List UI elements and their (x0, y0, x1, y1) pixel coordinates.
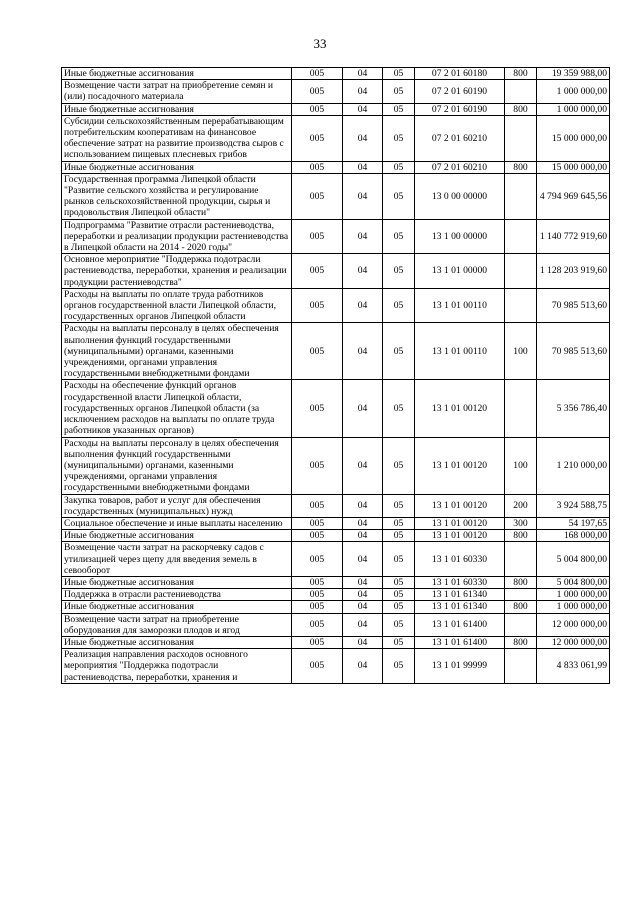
cell-pr: 05 (383, 530, 415, 542)
cell-csr: 13 1 01 60330 (415, 576, 505, 588)
cell-name: Расходы на выплаты по оплате труда работников органов государственной власти Липецкой области, государственных органов Липецкой области (62, 288, 292, 323)
cell-name: Возмещение части затрат на приобретение оборудования для заморозки плодов и ягод (62, 613, 292, 636)
cell-kvsr: 005 (292, 437, 343, 494)
cell-rz: 04 (343, 589, 383, 601)
cell-name: Иные бюджетные ассигнования (62, 636, 292, 648)
cell-rz: 04 (343, 380, 383, 437)
table-row (62, 589, 610, 601)
cell-sum: 1 000 000,00 (537, 589, 610, 601)
cell-rz: 04 (343, 80, 383, 103)
cell-kvsr: 005 (292, 115, 343, 161)
table-row (62, 542, 610, 577)
cell-pr: 05 (383, 115, 415, 161)
cell-sum: 70 985 513,60 (537, 323, 610, 380)
cell-rz: 04 (343, 576, 383, 588)
cell-rz: 04 (343, 437, 383, 494)
table-row (62, 288, 610, 323)
cell-rz: 04 (343, 173, 383, 219)
table-row (62, 636, 610, 648)
cell-kvsr: 005 (292, 613, 343, 636)
table-row (62, 80, 610, 103)
cell-pr: 05 (383, 601, 415, 613)
cell-csr: 07 2 01 60180 (415, 68, 505, 80)
cell-kvsr: 005 (292, 589, 343, 601)
cell-sum: 4 833 061,99 (537, 649, 610, 684)
cell-kvsr: 005 (292, 517, 343, 529)
cell-sum: 70 985 513,60 (537, 288, 610, 323)
cell-sum: 3 924 588,75 (537, 494, 610, 517)
cell-kvsr: 005 (292, 80, 343, 103)
cell-name: Иные бюджетные ассигнования (62, 576, 292, 588)
table-row (62, 530, 610, 542)
cell-name: Государственная программа Липецкой области "Развитие сельского хозяйства и регулирование рынков сельскохозяйственной продукции, сырья и продовольствия Липецкой области" (62, 173, 292, 219)
cell-rz: 04 (343, 494, 383, 517)
cell-sum: 1 000 000,00 (537, 80, 610, 103)
cell-pr: 05 (383, 380, 415, 437)
cell-name: Социальное обеспечение и иные выплаты населению (62, 517, 292, 529)
cell-rz: 04 (343, 601, 383, 613)
cell-vr: 800 (505, 576, 537, 588)
cell-pr: 05 (383, 80, 415, 103)
cell-vr: 200 (505, 494, 537, 517)
cell-pr: 05 (383, 576, 415, 588)
cell-name: Основное мероприятие "Поддержка подотрасли растениеводства, переработки, хранения и реализации продукции растениеводства" (62, 254, 292, 289)
cell-rz: 04 (343, 636, 383, 648)
cell-pr: 05 (383, 323, 415, 380)
cell-kvsr: 005 (292, 636, 343, 648)
cell-vr: 100 (505, 323, 537, 380)
cell-pr: 05 (383, 613, 415, 636)
cell-pr: 05 (383, 219, 415, 254)
cell-kvsr: 005 (292, 173, 343, 219)
cell-name: Расходы на обеспечение функций органов государственной власти Липецкой области, государственных органов Липецкой области (за исключением расходов на выплаты по оплате труда работников указанных органов) (62, 380, 292, 437)
cell-name: Иные бюджетные ассигнования (62, 68, 292, 80)
cell-rz: 04 (343, 517, 383, 529)
table-row (62, 115, 610, 161)
budget-table (61, 67, 610, 684)
cell-name: Субсидии сельскохозяйственным перерабатывающим потребительским кооперативам на финансовое обеспечение затрат на развитие производства сыров с использованием пищевых плесневых грибов (62, 115, 292, 161)
cell-sum: 19 359 988,00 (537, 68, 610, 80)
table-row (62, 437, 610, 494)
cell-pr: 05 (383, 288, 415, 323)
cell-kvsr: 005 (292, 161, 343, 173)
cell-csr: 13 1 01 61400 (415, 636, 505, 648)
cell-name: Возмещение части затрат на приобретение семян и (или) посадочного материала (62, 80, 292, 103)
cell-sum: 15 000 000,00 (537, 115, 610, 161)
cell-csr: 13 1 01 00110 (415, 323, 505, 380)
cell-vr: 800 (505, 103, 537, 115)
cell-kvsr: 005 (292, 649, 343, 684)
table-row (62, 517, 610, 529)
table-row (62, 161, 610, 173)
table-row (62, 68, 610, 80)
cell-vr (505, 80, 537, 103)
cell-kvsr: 005 (292, 530, 343, 542)
cell-kvsr: 005 (292, 219, 343, 254)
cell-pr: 05 (383, 517, 415, 529)
cell-vr (505, 589, 537, 601)
cell-vr (505, 115, 537, 161)
cell-sum: 54 197,65 (537, 517, 610, 529)
cell-pr: 05 (383, 437, 415, 494)
cell-name: Иные бюджетные ассигнования (62, 103, 292, 115)
cell-sum: 12 000 000,00 (537, 636, 610, 648)
table-row (62, 323, 610, 380)
cell-sum: 5 004 800,00 (537, 542, 610, 577)
cell-csr: 13 1 01 00120 (415, 494, 505, 517)
cell-csr: 13 0 00 00000 (415, 173, 505, 219)
cell-name: Подпрограмма "Развитие отрасли растениеводства, переработки и реализации продукции растениеводства в Липецкой области на 2014 - 2020 годы" (62, 219, 292, 254)
cell-kvsr: 005 (292, 323, 343, 380)
cell-vr: 300 (505, 517, 537, 529)
cell-sum: 1 210 000,00 (537, 437, 610, 494)
cell-vr: 100 (505, 437, 537, 494)
cell-kvsr: 005 (292, 68, 343, 80)
cell-sum: 5 004 800,00 (537, 576, 610, 588)
cell-rz: 04 (343, 542, 383, 577)
cell-vr (505, 613, 537, 636)
cell-rz: 04 (343, 254, 383, 289)
cell-rz: 04 (343, 323, 383, 380)
cell-csr: 13 1 01 99999 (415, 649, 505, 684)
cell-sum: 15 000 000,00 (537, 161, 610, 173)
cell-kvsr: 005 (292, 494, 343, 517)
cell-vr (505, 380, 537, 437)
cell-csr: 13 1 01 61340 (415, 601, 505, 613)
cell-pr: 05 (383, 68, 415, 80)
cell-csr: 13 1 01 60330 (415, 542, 505, 577)
cell-vr (505, 173, 537, 219)
cell-rz: 04 (343, 115, 383, 161)
cell-pr: 05 (383, 103, 415, 115)
cell-kvsr: 005 (292, 103, 343, 115)
cell-pr: 05 (383, 589, 415, 601)
cell-vr (505, 254, 537, 289)
cell-name: Иные бюджетные ассигнования (62, 161, 292, 173)
cell-name: Расходы на выплаты персоналу в целях обеспечения выполнения функций государственными (муниципальными) органами, казенными учреждениями, органами управления государственными внебюджетными фондами (62, 323, 292, 380)
cell-sum: 5 356 786,40 (537, 380, 610, 437)
cell-rz: 04 (343, 219, 383, 254)
table-row (62, 576, 610, 588)
table-row (62, 380, 610, 437)
cell-csr: 07 2 01 60190 (415, 103, 505, 115)
cell-vr: 800 (505, 161, 537, 173)
cell-vr (505, 649, 537, 684)
cell-sum: 1 000 000,00 (537, 601, 610, 613)
table-row (62, 613, 610, 636)
table-row (62, 254, 610, 289)
cell-csr: 13 1 01 00120 (415, 517, 505, 529)
cell-vr (505, 219, 537, 254)
cell-csr: 13 1 01 61400 (415, 613, 505, 636)
page-number: 33 (313, 36, 327, 51)
cell-name: Реализация направления расходов основного мероприятия "Поддержка подотрасли растениеводства, переработки, хранения и (62, 649, 292, 684)
cell-vr (505, 542, 537, 577)
cell-rz: 04 (343, 649, 383, 684)
cell-sum: 1 000 000,00 (537, 103, 610, 115)
cell-pr: 05 (383, 494, 415, 517)
cell-csr: 13 1 01 00120 (415, 437, 505, 494)
cell-kvsr: 005 (292, 601, 343, 613)
cell-kvsr: 005 (292, 254, 343, 289)
table-row (62, 601, 610, 613)
cell-vr: 800 (505, 636, 537, 648)
cell-name: Иные бюджетные ассигнования (62, 601, 292, 613)
cell-csr: 13 1 01 00110 (415, 288, 505, 323)
cell-csr: 13 1 01 61340 (415, 589, 505, 601)
cell-csr: 07 2 01 60210 (415, 115, 505, 161)
cell-name: Возмещение части затрат на раскорчевку садов с утилизацией через щепу для введения земель в севооборот (62, 542, 292, 577)
cell-sum: 4 794 969 645,56 (537, 173, 610, 219)
cell-pr: 05 (383, 542, 415, 577)
cell-csr: 07 2 01 60190 (415, 80, 505, 103)
cell-rz: 04 (343, 161, 383, 173)
cell-sum: 1 128 203 919,60 (537, 254, 610, 289)
cell-csr: 13 1 01 00120 (415, 530, 505, 542)
cell-kvsr: 005 (292, 576, 343, 588)
cell-rz: 04 (343, 288, 383, 323)
cell-csr: 13 1 00 00000 (415, 219, 505, 254)
cell-csr: 07 2 01 60210 (415, 161, 505, 173)
cell-vr: 800 (505, 530, 537, 542)
table-row (62, 649, 610, 684)
cell-rz: 04 (343, 103, 383, 115)
table-row (62, 494, 610, 517)
cell-vr: 800 (505, 68, 537, 80)
cell-name: Иные бюджетные ассигнования (62, 530, 292, 542)
cell-name: Расходы на выплаты персоналу в целях обеспечения выполнения функций государственными (муниципальными) органами, казенными учреждениями, органами управления государственными внебюджетными фондами (62, 437, 292, 494)
cell-name: Поддержка в отрасли растениеводства (62, 589, 292, 601)
table-row (62, 173, 610, 219)
cell-rz: 04 (343, 613, 383, 636)
cell-pr: 05 (383, 173, 415, 219)
cell-rz: 04 (343, 68, 383, 80)
cell-pr: 05 (383, 161, 415, 173)
cell-csr: 13 1 01 00000 (415, 254, 505, 289)
cell-pr: 05 (383, 649, 415, 684)
cell-kvsr: 005 (292, 288, 343, 323)
cell-sum: 1 140 772 919,60 (537, 219, 610, 254)
cell-pr: 05 (383, 636, 415, 648)
cell-vr (505, 288, 537, 323)
cell-csr: 13 1 01 00120 (415, 380, 505, 437)
cell-vr: 800 (505, 601, 537, 613)
cell-pr: 05 (383, 254, 415, 289)
cell-rz: 04 (343, 530, 383, 542)
cell-kvsr: 005 (292, 542, 343, 577)
table-row (62, 219, 610, 254)
table-row (62, 103, 610, 115)
cell-sum: 12 000 000,00 (537, 613, 610, 636)
cell-name: Закупка товаров, работ и услуг для обеспечения государственных (муниципальных) нужд (62, 494, 292, 517)
cell-sum: 168 000,00 (537, 530, 610, 542)
cell-kvsr: 005 (292, 380, 343, 437)
